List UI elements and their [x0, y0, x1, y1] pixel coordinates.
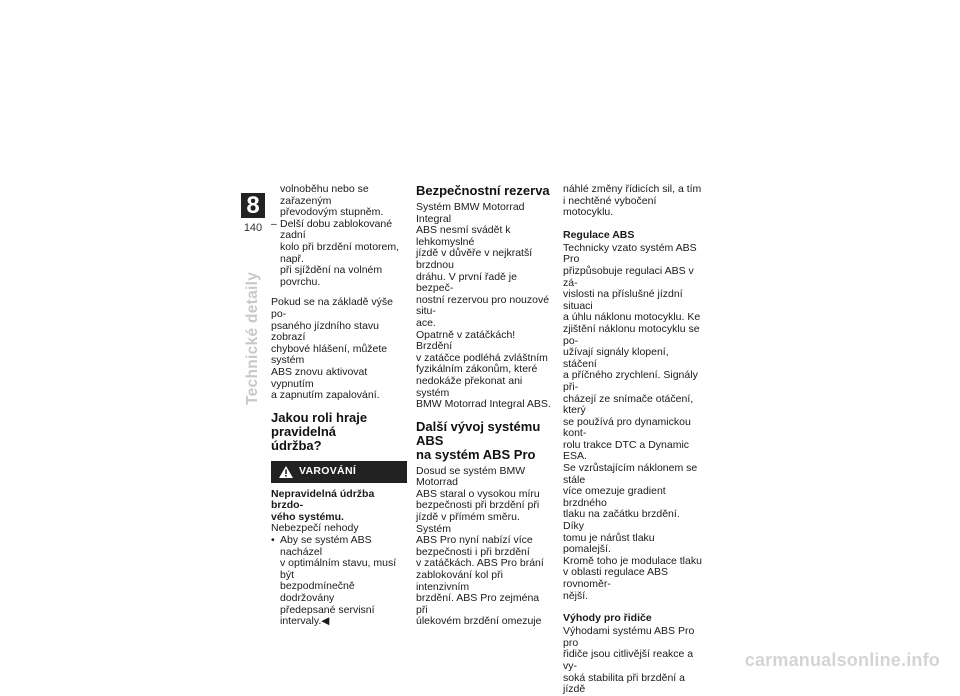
warning-banner	[271, 461, 407, 483]
warning-title: Nepravidelná údržba brzdo- vého systému.	[271, 487, 375, 523]
safety-paragraph-2: Opatrně v zatáčkách! Brzdění v zatáčce podléhá zvláštním fyzikálním zákonům, které nedokáže překonat ani systém BMW Motorrad Integral ABS.	[416, 328, 551, 411]
dash-item: volnoběhu nebo se zařazeným převodovým stupněm.	[280, 183, 384, 219]
rider-benefits-heading: Výhody pro řidiče	[563, 612, 652, 625]
abs-pro-heading: Další vývoj systému ABS na systém ABS Pro	[416, 418, 541, 462]
rider-benefits-paragraph: Výhodami systému ABS Pro pro řidiče jsou citlivější reakce a vy- soká stabilita při brzdění a jízdě	[563, 625, 695, 696]
dash-item: – Delší dobu zablokované zadní kolo při brzdění motorem, např. při sjíždění na volném povrchu.	[271, 219, 407, 289]
page-number: 140	[243, 222, 263, 234]
watermark: carmanualsonline.info	[744, 650, 940, 670]
bullet-item: • Aby se systém ABS nacházel v optimálním stavu, musí být bezpodmínečně dodržovány předepsané servisní intervaly.◀	[271, 535, 407, 628]
maintenance-heading: Jakou roli hraje pravidelná údržba?	[271, 409, 368, 453]
abs-regulation-paragraph: Technicky vzato systém ABS Pro přizpůsobuje regulaci ABS v zá- vislosti na příslušné jízdní situaci a úhlu náklonu motocyklu. Ke zjištění náklonu motocyklu se po- užívají signály klopení, stáčení a příčného zrychlení. Signály při- cházejí ze snímače otáčení, který se používá pro dynamickou kont- rolu trakce DTC a Dynamic ESA. Se vzrůstajícím náklonem se stále více omezuje gradient brzdného tlaku na začátku brzdění. Díky tomu je nárůst tlaku pomalejší. Kromě toho je modulace tlaku v oblasti regulace ABS rovnoměr- nější.	[563, 241, 702, 602]
column-3	[563, 184, 703, 696]
abs-reset-paragraph: Pokud se na základě výše po- psaného jízdního stavu zobrazí chybové hlášení, můžete systém ABS znovu aktivovat vypnutím a zapnutím zapalování.	[271, 296, 393, 402]
warning-bullet-list	[271, 535, 407, 628]
safety-margin-heading: Bezpečnostní rezerva	[416, 183, 550, 198]
column-2	[416, 184, 552, 628]
chapter-title-vertical: Technické detaily	[244, 271, 261, 405]
warning-subtitle: Nebezpečí nehody	[271, 522, 359, 535]
chapter-tab: 8	[241, 193, 265, 218]
abs-regulation-heading: Regulace ABS	[563, 228, 635, 241]
warning-label: VAROVÁNÍ	[299, 464, 357, 477]
dash-list	[271, 184, 407, 288]
warning-triangle-icon	[279, 466, 293, 478]
continuation-paragraph: náhlé změny řídicích sil, a tím i nechtěné vybočení motocyklu.	[563, 183, 702, 219]
column-1	[271, 184, 407, 628]
abs-pro-paragraph: Dosud se systém BMW Motorrad ABS staral o vysokou míru bezpečnosti při brzdění při jízdě v přímém směru. Systém ABS Pro nyní nabízí více bezpečnosti i při brzdění v zatáčkách. ABS Pro brání zablokování kol při intenzivním brzdění. ABS Pro zejména při úlekovém brzdění omezuje	[416, 464, 544, 628]
safety-paragraph-1: Systém BMW Motorrad Integral ABS nesmí svádět k lehkomyslné jízdě v důvěře v nejkratší brzdnou dráhu. V první řadě je bezpeč- nostní rezervou pro nouzové situ- ace.	[416, 201, 550, 329]
